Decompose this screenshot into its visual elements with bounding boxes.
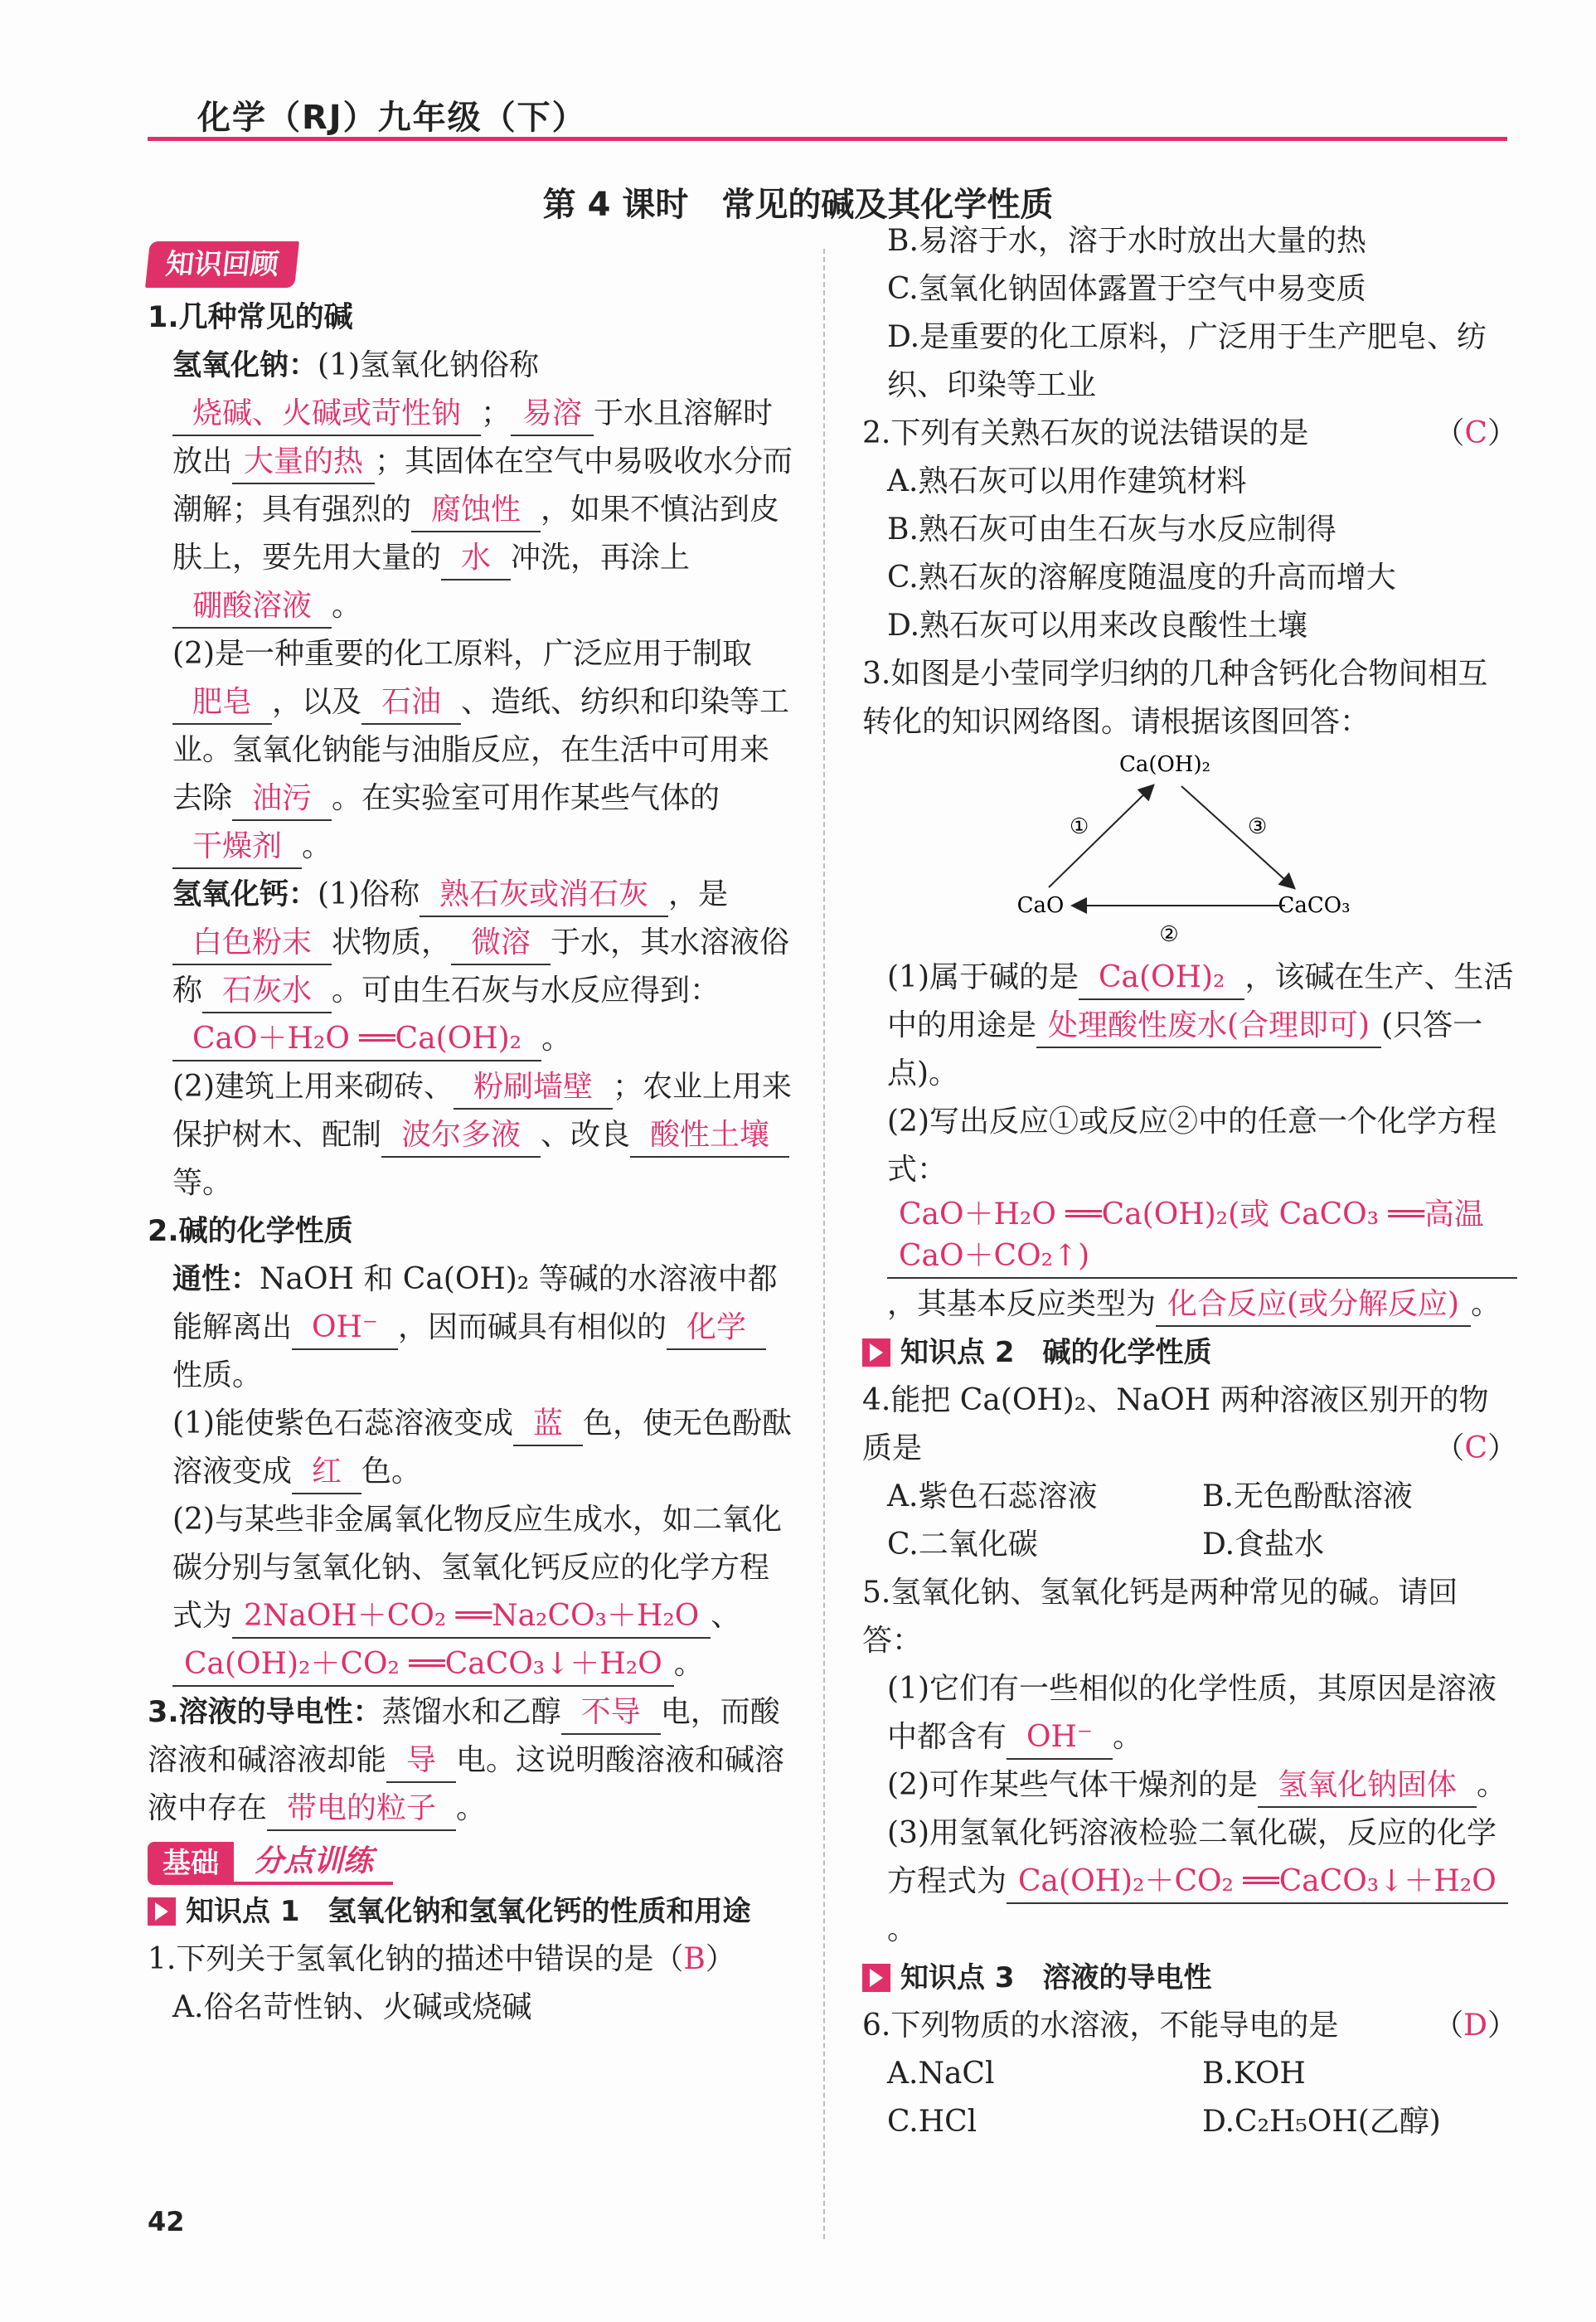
knowledge-point-1 [148,1887,794,1936]
answer-blank: Ca(OH)₂＋CO₂ ══CaCO₃↓＋H₂O [1007,1861,1508,1904]
answer-blank: 硼酸溶液 [172,585,332,629]
text: 。 [302,829,332,863]
text: 、 [711,1599,741,1633]
arrow-1 [1049,786,1152,887]
question-3: 3.如图是小莹同学归纳的几种含钙化合物间相互转化的知识网络图。请根据该图回答： [862,657,1488,739]
text: (只答一点)。 [887,1008,1483,1091]
training-badge-subtitle: 分点训练 [234,1842,393,1885]
text: 蒸馏水和乙醇 [381,1695,561,1729]
question-stem: 2.下列有关熟石灰的说法错误的是 [862,416,1309,450]
text: 状物质， [332,925,452,959]
answer-blank: CaO＋H₂O ══Ca(OH)₂ [172,1018,541,1061]
answer-blank: 红 [292,1451,361,1494]
answer-blank: 带电的粒子 [267,1788,456,1831]
text: 。 [887,1912,918,1946]
knowledge-point-title: 知识点 1 氢氧化钠和氢氧化钙的性质和用途 [186,1895,751,1928]
text: (2)可作某些气体干燥剂的是 [887,1768,1258,1802]
play-icon [148,1897,176,1926]
section-badge-review: 知识回顾 [145,241,299,288]
answer-choice: D [1463,2009,1487,2043]
answer-blank: 2NaOH＋CO₂ ══Na₂CO₃＋H₂O [232,1596,711,1639]
property-2 [148,1496,794,1688]
text: 电。这说明酸溶液和碱溶液中存在 [148,1743,785,1825]
training-badge-label: 基础 [148,1842,234,1885]
question-2 [862,410,1517,458]
column-divider [823,249,825,2239]
text: (1)俗称 [318,877,420,911]
q3-part-1 [862,954,1517,1098]
naoh-paragraph-2 [148,630,794,871]
text: 于水，其水溶液俗称 [172,925,790,1008]
text: 色。 [361,1455,422,1489]
question-4 [862,1377,1517,1473]
answer-blank: 蓝 [513,1403,583,1446]
question-stem: 6.下列物质的水溶液，不能导电的是 [862,2009,1339,2043]
answer-blank: 微溶 [451,922,551,965]
q4-option-c: C.二氧化碳 [887,1528,1038,1562]
general-label: 通性： [172,1263,260,1296]
naoh-paragraph-1 [148,342,794,630]
q6-option-a: A.NaCl [887,2057,995,2091]
answer-blank: CaO＋H₂O ══Ca(OH)₂(或 CaCO₃ ══高温 CaO＋CO₂↑) [887,1194,1517,1279]
answer-blank: 熟石灰或消石灰 [420,874,668,917]
text: ） [705,1942,735,1976]
text: (2)建筑上用来砌砖、 [172,1070,454,1104]
answer-blank: 不导 [561,1692,661,1735]
q3-part-2 [862,1098,1517,1329]
general-property [148,1256,794,1400]
answer-choice: C [1464,416,1487,450]
text: 性质。 [172,1358,263,1392]
q5-part-3 [862,1810,1517,1954]
answer-blank: 易溶 [511,393,594,436]
text: 。 [1471,1287,1501,1321]
answer-choice: C [1464,1431,1487,1465]
text: ； [481,396,512,430]
text: 。 [673,1647,704,1681]
q2-option-d: D.熟石灰可以用来改良酸性土壤 [887,609,1308,643]
page-number: 42 [148,2206,185,2237]
answer-blank: 肥皂 [172,682,272,725]
edge-label-2: ② [1159,922,1179,947]
answer-paren: （D） [1433,2009,1517,2043]
q6-option-b: B.KOH [1202,2057,1306,2091]
text: 等。 [172,1166,233,1200]
text: ；农业上用来保护树木、配制 [172,1070,793,1152]
answer-blank: 导 [386,1740,456,1783]
answer-paren: （C） [1434,1431,1517,1465]
answer-blank: OH⁻ [1007,1717,1113,1760]
left-column [148,240,794,2032]
node-caco3: CaCO₃ [1278,893,1351,918]
text: ，以及 [272,685,362,719]
q4-options-row-1 [862,1473,1517,1521]
answer-blank: OH⁻ [292,1307,398,1350]
naoh-label: 氢氧化钠： [172,349,318,382]
question-stem: 1.下列关于氢氧化钠的描述中错误的是（ [148,1942,684,1976]
knowledge-point-3 [862,1954,1517,2002]
q6-option-d: D.C₂H₅OH(乙醇) [1202,2105,1441,2139]
text: 。 [1477,1768,1507,1802]
text: 。 [1112,1720,1142,1754]
answer-blank: 石灰水 [202,970,332,1013]
q6-options-row-2 [862,2098,1517,2146]
answer-blank: 处理酸性废水(合理即可) [1036,1005,1381,1048]
right-column [862,217,1517,2146]
text: NaOH 和 Ca(OH)₂ 等碱的水溶液中都能解离出 [172,1262,778,1344]
text: ，是 [668,877,729,911]
node-cao: CaO [1016,893,1065,918]
answer-choice: B [683,1942,706,1976]
text: 电，而酸溶液和碱溶液却能 [148,1695,780,1777]
knowledge-point-title: 知识点 3 溶液的导电性 [900,1961,1212,1994]
q5-part-2 [862,1761,1517,1810]
text: (1)氢氧化钠俗称 [318,348,540,382]
node-caoh2: Ca(OH)₂ [1118,752,1211,777]
knowledge-point-title: 知识点 2 碱的化学性质 [900,1336,1212,1369]
q6-option-c: C.HCl [887,2105,977,2139]
answer-blank: 化学 [667,1307,766,1350]
text: (1)能使紫色石蕊溶液变成 [172,1406,513,1440]
lesson-title: 第 4 课时 常见的碱及其化学性质 [542,186,1054,224]
diagram-svg [862,746,1517,954]
text: (2)写出反应①或反应②中的任意一个化学方程式： [887,1105,1497,1187]
question-1 [148,1936,794,1984]
answer-blank: 烧碱、火碱或苛性钠 [172,393,481,436]
answer-blank: 波尔多液 [381,1115,541,1158]
q4-option-a: A.紫色石蕊溶液 [887,1479,1098,1513]
q2-option-c: C.熟石灰的溶解度随温度的升高而增大 [887,561,1396,595]
caoh-paragraph-1 [148,871,794,1063]
answer-blank: Ca(OH)₂ [1079,957,1244,1000]
answer-blank: 油污 [232,778,332,821]
edge-label-1: ① [1070,814,1089,839]
text: 冲洗，再涂上 [511,541,691,575]
section-3 [148,1688,794,1833]
calcium-conversion-diagram [862,746,1517,954]
text: (1)它们有一些相似的化学性质，其原因是溶液中都含有 [887,1672,1497,1754]
answer-blank: 粉刷墙壁 [454,1066,613,1110]
answer-blank: 大量的热 [232,441,375,484]
answer-blank: 水 [441,537,511,580]
q1-option-a: A.俗名苛性钠、火碱或烧碱 [172,1990,532,2024]
q2-option-b: B.熟石灰可由生石灰与水反应制得 [887,512,1336,546]
caoh-paragraph-2 [148,1063,794,1207]
answer-blank: 石油 [361,682,461,725]
q6-options-row-1 [862,2050,1517,2098]
property-1 [148,1400,794,1496]
text: (2)是一种重要的化工原料，广泛应用于制取 [172,637,752,671]
text: 。可由生石灰与水反应得到： [332,974,720,1008]
play-icon [862,1338,890,1367]
q1-option-c: C.氢氧化钠固体露置于空气中易变质 [887,272,1366,306]
section-3-title: 3.溶液的导电性： [148,1696,382,1729]
edge-label-3: ③ [1248,814,1268,839]
answer-blank: 氢氧化钠固体 [1258,1765,1477,1808]
knowledge-point-2 [862,1329,1517,1377]
text: (2)与某些非金属氧化物反应生成水，如二氧化碳分别与氢氧化钠、氢氧化钙反应的化学方程式为 [172,1503,782,1633]
text: 、改良 [541,1118,631,1152]
text: ，其基本反应类型为 [887,1287,1157,1321]
answer-blank: 化合反应(或分解反应) [1156,1284,1471,1327]
text: ，因而碱具有相似的 [397,1310,667,1344]
training-badge [148,1839,393,1887]
text: ，该碱在生产、生活中的用途是 [887,960,1514,1042]
text: 。 [541,1022,572,1056]
q5-part-1 [862,1665,1517,1761]
question-6 [862,2002,1517,2050]
page-header [148,91,1507,141]
text: (1)属于碱的是 [887,960,1079,994]
play-icon [862,1964,890,1992]
arrow-3 [1181,786,1293,887]
q1-option-b: B.易溶于水，溶于水时放出大量的热 [887,224,1366,258]
q1-option-d: D.是重要的化工原料，广泛用于生产肥皂、纺织、印染等工业 [887,320,1487,402]
section-1-title: 1.几种常见的碱 [148,301,353,334]
q2-option-a: A.熟石灰可以用作建筑材料 [887,464,1247,498]
text: 、造纸、纺织和印染等工业。氢氧化钠能与油脂反应，在生活中可用来去除 [172,685,790,815]
question-stem: 4.能把 Ca(OH)₂、NaOH 两种溶液区别开的物质是 [862,1383,1489,1465]
answer-blank: Ca(OH)₂＋CO₂ ══CaCO₃↓＋H₂O [172,1644,674,1687]
q4-option-b: B.无色酚酞溶液 [1202,1479,1413,1513]
answer-blank: 酸性土壤 [630,1115,789,1158]
text: 色，使无色酚酞溶液变成 [172,1406,793,1489]
question-5: 5.氢氧化钠、氢氧化钙是两种常见的碱。请回答： [862,1576,1458,1658]
answer-blank: 腐蚀性 [411,489,541,532]
text: 。在实验室可用作某些气体的 [332,781,720,815]
q4-options-row-2 [862,1521,1517,1569]
text: 。 [332,589,362,623]
text: 于水且溶解时放出 [172,396,774,478]
q4-option-d: D.食盐水 [1202,1528,1325,1562]
answer-blank: 干燥剂 [172,826,302,869]
answer-blank: 白色粉末 [172,922,332,965]
text: 。 [456,1791,487,1825]
text: ，如果不慎沾到皮肤上，要先用大量的 [172,493,780,575]
text: (3)用氢氧化钙溶液检验二氧化碳，反应的化学方程式为 [887,1816,1497,1898]
section-2-title: 2.碱的化学性质 [148,1215,353,1248]
caoh-label: 氢氧化钙： [172,878,318,911]
header-title: 化学（RJ）九年级（下） [197,99,587,137]
text: ；其固体在空气中易吸收水分而潮解；具有强烈的 [172,444,793,527]
answer-paren: （C） [1434,416,1517,450]
